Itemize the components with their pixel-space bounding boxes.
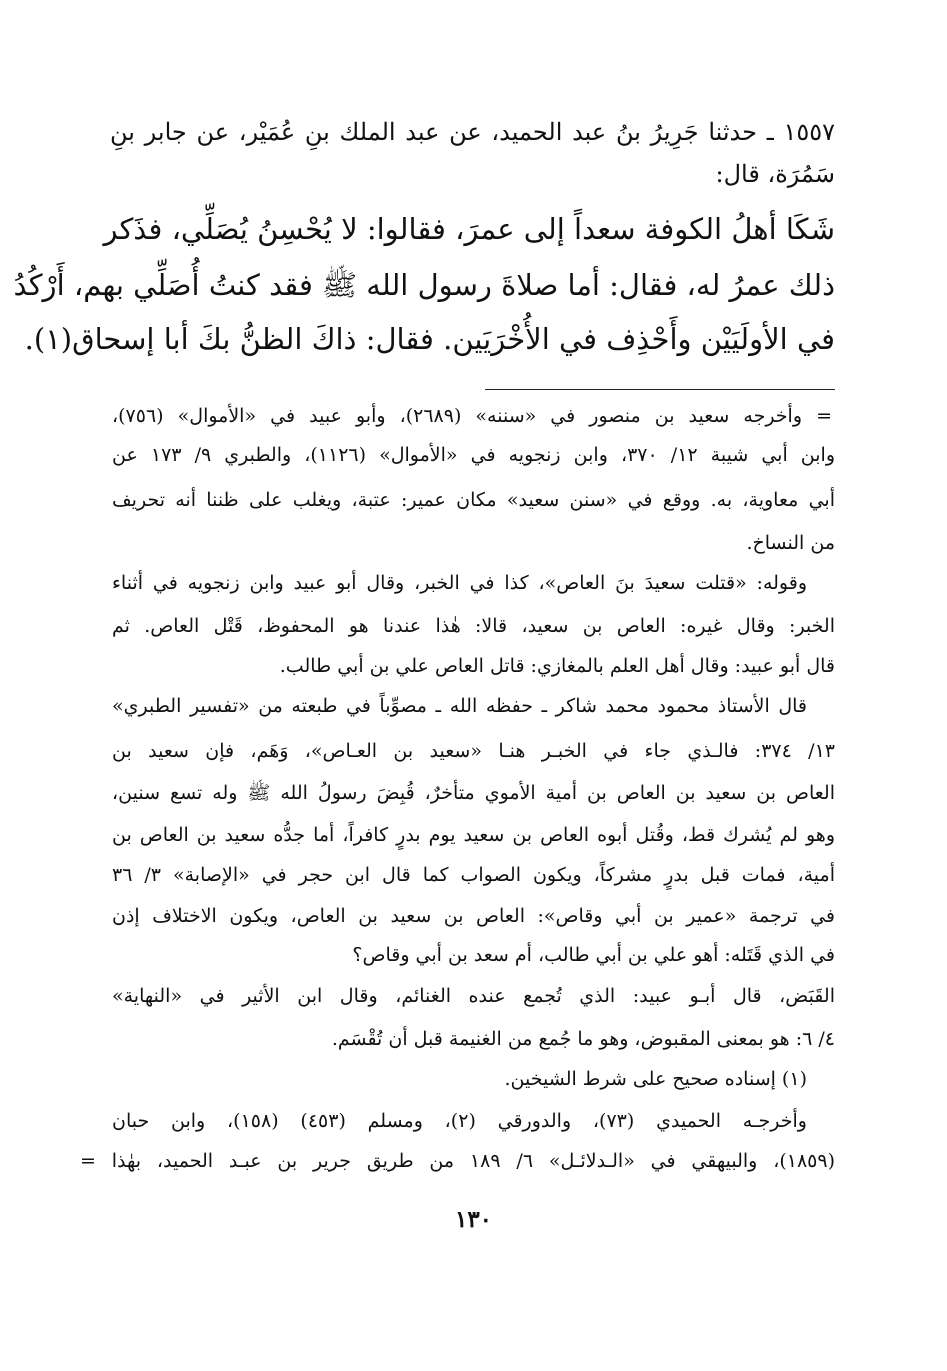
- footnote-line-16: ٤/ ٦: هو بمعنى المقبوض، وهو ما جُمع من الغنيمة قبل أن تُقْسَم.: [331, 1028, 835, 1050]
- footnote-line-15: القَبَض، قال أبـو عبيد: الذي تُجمع عنده الغنائم، وقال ابن الأثير في «النهاية»: [112, 985, 835, 1007]
- footnote-line-1: = وأخرجه سعيد بن منصور في «سننه» (٢٦٨٩)، وأبو عبيد في «الأموال» (٧٥٦)،: [112, 405, 832, 427]
- footnote-line-3: أبي معاوية، به. ووقع في «سنن سعيد» مكان عمير: عتبة، ويغلب على ظننا أنه تحريف: [112, 489, 835, 511]
- footnote-line-18: وأخرجـه الحميدي (٧٣)، والدورقي (٢)، ومسلم (٤٥٣) (١٥٨)، وابن حبان: [112, 1110, 807, 1132]
- page-number: ١٣٠: [454, 1206, 493, 1233]
- footnote-line-2: وابن أبي شيبة ١٢/ ٣٧٠، وابن زنجويه في «الأموال» (١١٢٦)، والطبري ٩/ ١٧٣ عن: [112, 444, 835, 466]
- footnote-separator: [485, 389, 835, 390]
- quote-line-2: ذلك عمرُ له، فقال: أما صلاةَ رسول الله ﷺ فقد كنتُ أُصَلِّي بهم، أَرْكُدُ: [13, 268, 835, 302]
- footnote-line-11: وهو لم يُشرك قط، وقُتل أبوه العاص بن سعيد يوم بدرٍ كافراً، أما جدُّه سعيد بن العاص بن: [112, 824, 835, 846]
- footnote-line-6: الخبر: وقال غيره: العاص بن سعيد، قالا: هٰذا عندنا هو المحفوظ، قَتْل العاص. ثم: [112, 615, 835, 637]
- footnote-line-8: قال الأستاذ محمود محمد شاكر ـ حفظه الله ـ مصوِّباً في طبعته من «تفسير الطبري»: [112, 695, 807, 717]
- footnote-line-14: في الذي قَتَله: أهو علي بن أبي طالب، أم سعد بن أبي وقاص؟: [352, 944, 835, 966]
- hadith-line-2: سَمُرَة، قال:: [715, 160, 835, 188]
- footnote-line-4: من النساخ.: [746, 532, 835, 554]
- footnote-line-13: في ترجمة «عمير بن أبي وقاص»: العاص بن سعيد بن العاص، ويكون الاختلاف إذن: [112, 905, 835, 927]
- quote-line-3: في الأولَيَيْن وأَحْذِف في الأُخْرَيَين. فقال: ذاكَ الظنُّ بكَ أبا إسحاق(١).: [24, 322, 835, 356]
- footnote-line-10: العاص بن سعيد بن العاص بن أمية الأموي متأخرٌ، قُبِضَ رسولُ الله ﷺ وله تسع سنين،: [112, 782, 835, 804]
- footnote-line-12: أمية، فمات قبل بدرٍ مشركاً، ويكون الصواب كما قال ابن حجر في «الإصابة» ٣/ ٣٦: [112, 864, 835, 886]
- hadith-line-1: ١٥٥٧ ـ حدثنا جَرِيرُ بنُ عبد الحميد، عن عبد الملك بنِ عُمَيْر، عن جابر بنِ: [110, 118, 835, 146]
- footnote-line-5: وقوله: «قتلت سعيدَ بنَ العاص»، كذا في الخبر، وقال أبو عبيد وابن زنجويه في أثناء: [112, 572, 807, 594]
- footnote-line-19: (١٨٥٩)، والبيهقي في «الـدلائـل» ٦/ ١٨٩ من طريق جرير بن عبـد الحميد، بهٰذا =: [80, 1150, 835, 1172]
- quote-line-1: شَكَا أهلُ الكوفة سعداً إلى عمرَ، فقالوا: لا يُحْسِنُ يُصَلِّي، فذَكر: [103, 212, 835, 246]
- footnote-line-7: قال أبو عبيد: وقال أهل العلم بالمغازي: قاتل العاص علي بن أبي طالب.: [279, 655, 835, 677]
- footnote-line-9: ١٣/ ٣٧٤: فالـذي جاء في الخبـر هنـا «سعيد بن العـاص»، وَهَم، فإن سعيد بن: [112, 740, 835, 762]
- footnote-line-17: (١) إسناده صحيح على شرط الشيخين.: [504, 1068, 807, 1090]
